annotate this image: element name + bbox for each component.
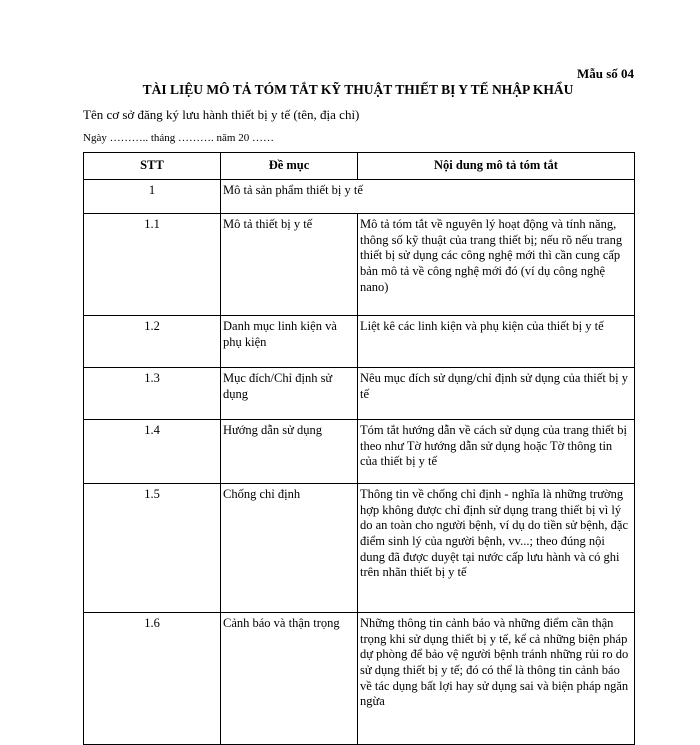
row-section: Cảnh báo và thận trọng [221,613,358,745]
row-stt: 1.3 [84,368,221,420]
row-stt: 1.2 [84,316,221,368]
table-row [84,368,635,420]
table-row [84,180,635,214]
row-section: Mô tả thiết bị y tế [221,214,358,316]
table-header-row [84,153,635,180]
row-content: Nêu mục đích sử dụng/chỉ định sử dụng của thiết bị y tế [358,368,635,420]
row-content: Mô tả tóm tắt về nguyên lý hoạt động và tính năng, thông số kỹ thuật của trang thiết bị; nếu rõ nếu trang thiết bị sử dụng các công nghệ mới thì cần cung cấp bản mô tả về công nghệ mới đó (ví dụ công nghệ nano) [358,214,635,316]
table-row [84,420,635,484]
technical-summary-table [83,152,635,745]
row-stt: 1.4 [84,420,221,484]
row-stt: 1 [84,180,221,214]
row-stt: 1.1 [84,214,221,316]
document-title: TÀI LIỆU MÔ TẢ TÓM TẮT KỸ THUẬT THIẾT BỊ Y TẾ NHẬP KHẨU [142,82,574,97]
row-section: Chống chỉ định [221,484,358,613]
row-content: Thông tin về chống chỉ định - nghĩa là những trường hợp không được chỉ định sử dụng trang thiết bị vì lý do an toàn cho người bệnh, ví dụ do tiền sử bệnh, đặc điểm sinh lý của người bệnh, vv...; theo đúng nội dung đã được duyệt tại nước cấp lưu hành và có ghi trên nhãn thiết bị y tế [358,484,635,613]
header-section: Đề mục [221,153,358,180]
facility-name-line: Tên cơ sở đăng ký lưu hành thiết bị y tế (tên, địa chỉ) [83,107,360,122]
row-content: Tóm tắt hướng dẫn về cách sử dụng của trang thiết bị theo như Tờ hướng dẫn sử dụng hoặc Tờ thông tin của thiết bị y tế [358,420,635,484]
header-content: Nội dung mô tả tóm tắt [358,153,635,180]
row-section: Mục đích/Chỉ định sử dụng [221,368,358,420]
row-stt: 1.6 [84,613,221,745]
row-section: Danh mục linh kiện và phụ kiện [221,316,358,368]
table-row [84,613,635,745]
row-section: Hướng dẫn sử dụng [221,420,358,484]
row-content: Những thông tin cảnh báo và những điểm cần thận trọng khi sử dụng thiết bị y tế, kể cả những biện pháp dự phòng để bảo vệ người bệnh tránh những rủi ro do sử dụng thiết bị y tế; đó có thể là thông tin cảnh báo về tác dụng bất lợi hay sử dụng sai và biện pháp ngăn ngừa [358,613,635,745]
table-row [84,484,635,613]
table-row [84,214,635,316]
table-row [84,316,635,368]
row-stt: 1.5 [84,484,221,613]
row-section: Mô tả sản phẩm thiết bị y tế [221,180,635,214]
form-number: Mẫu số 04 [576,66,634,81]
row-content: Liệt kê các linh kiện và phụ kiện của thiết bị y tế [358,316,635,368]
header-stt: STT [84,153,221,180]
date-line: Ngày ……….. tháng ………. năm 20 …… [83,132,274,144]
